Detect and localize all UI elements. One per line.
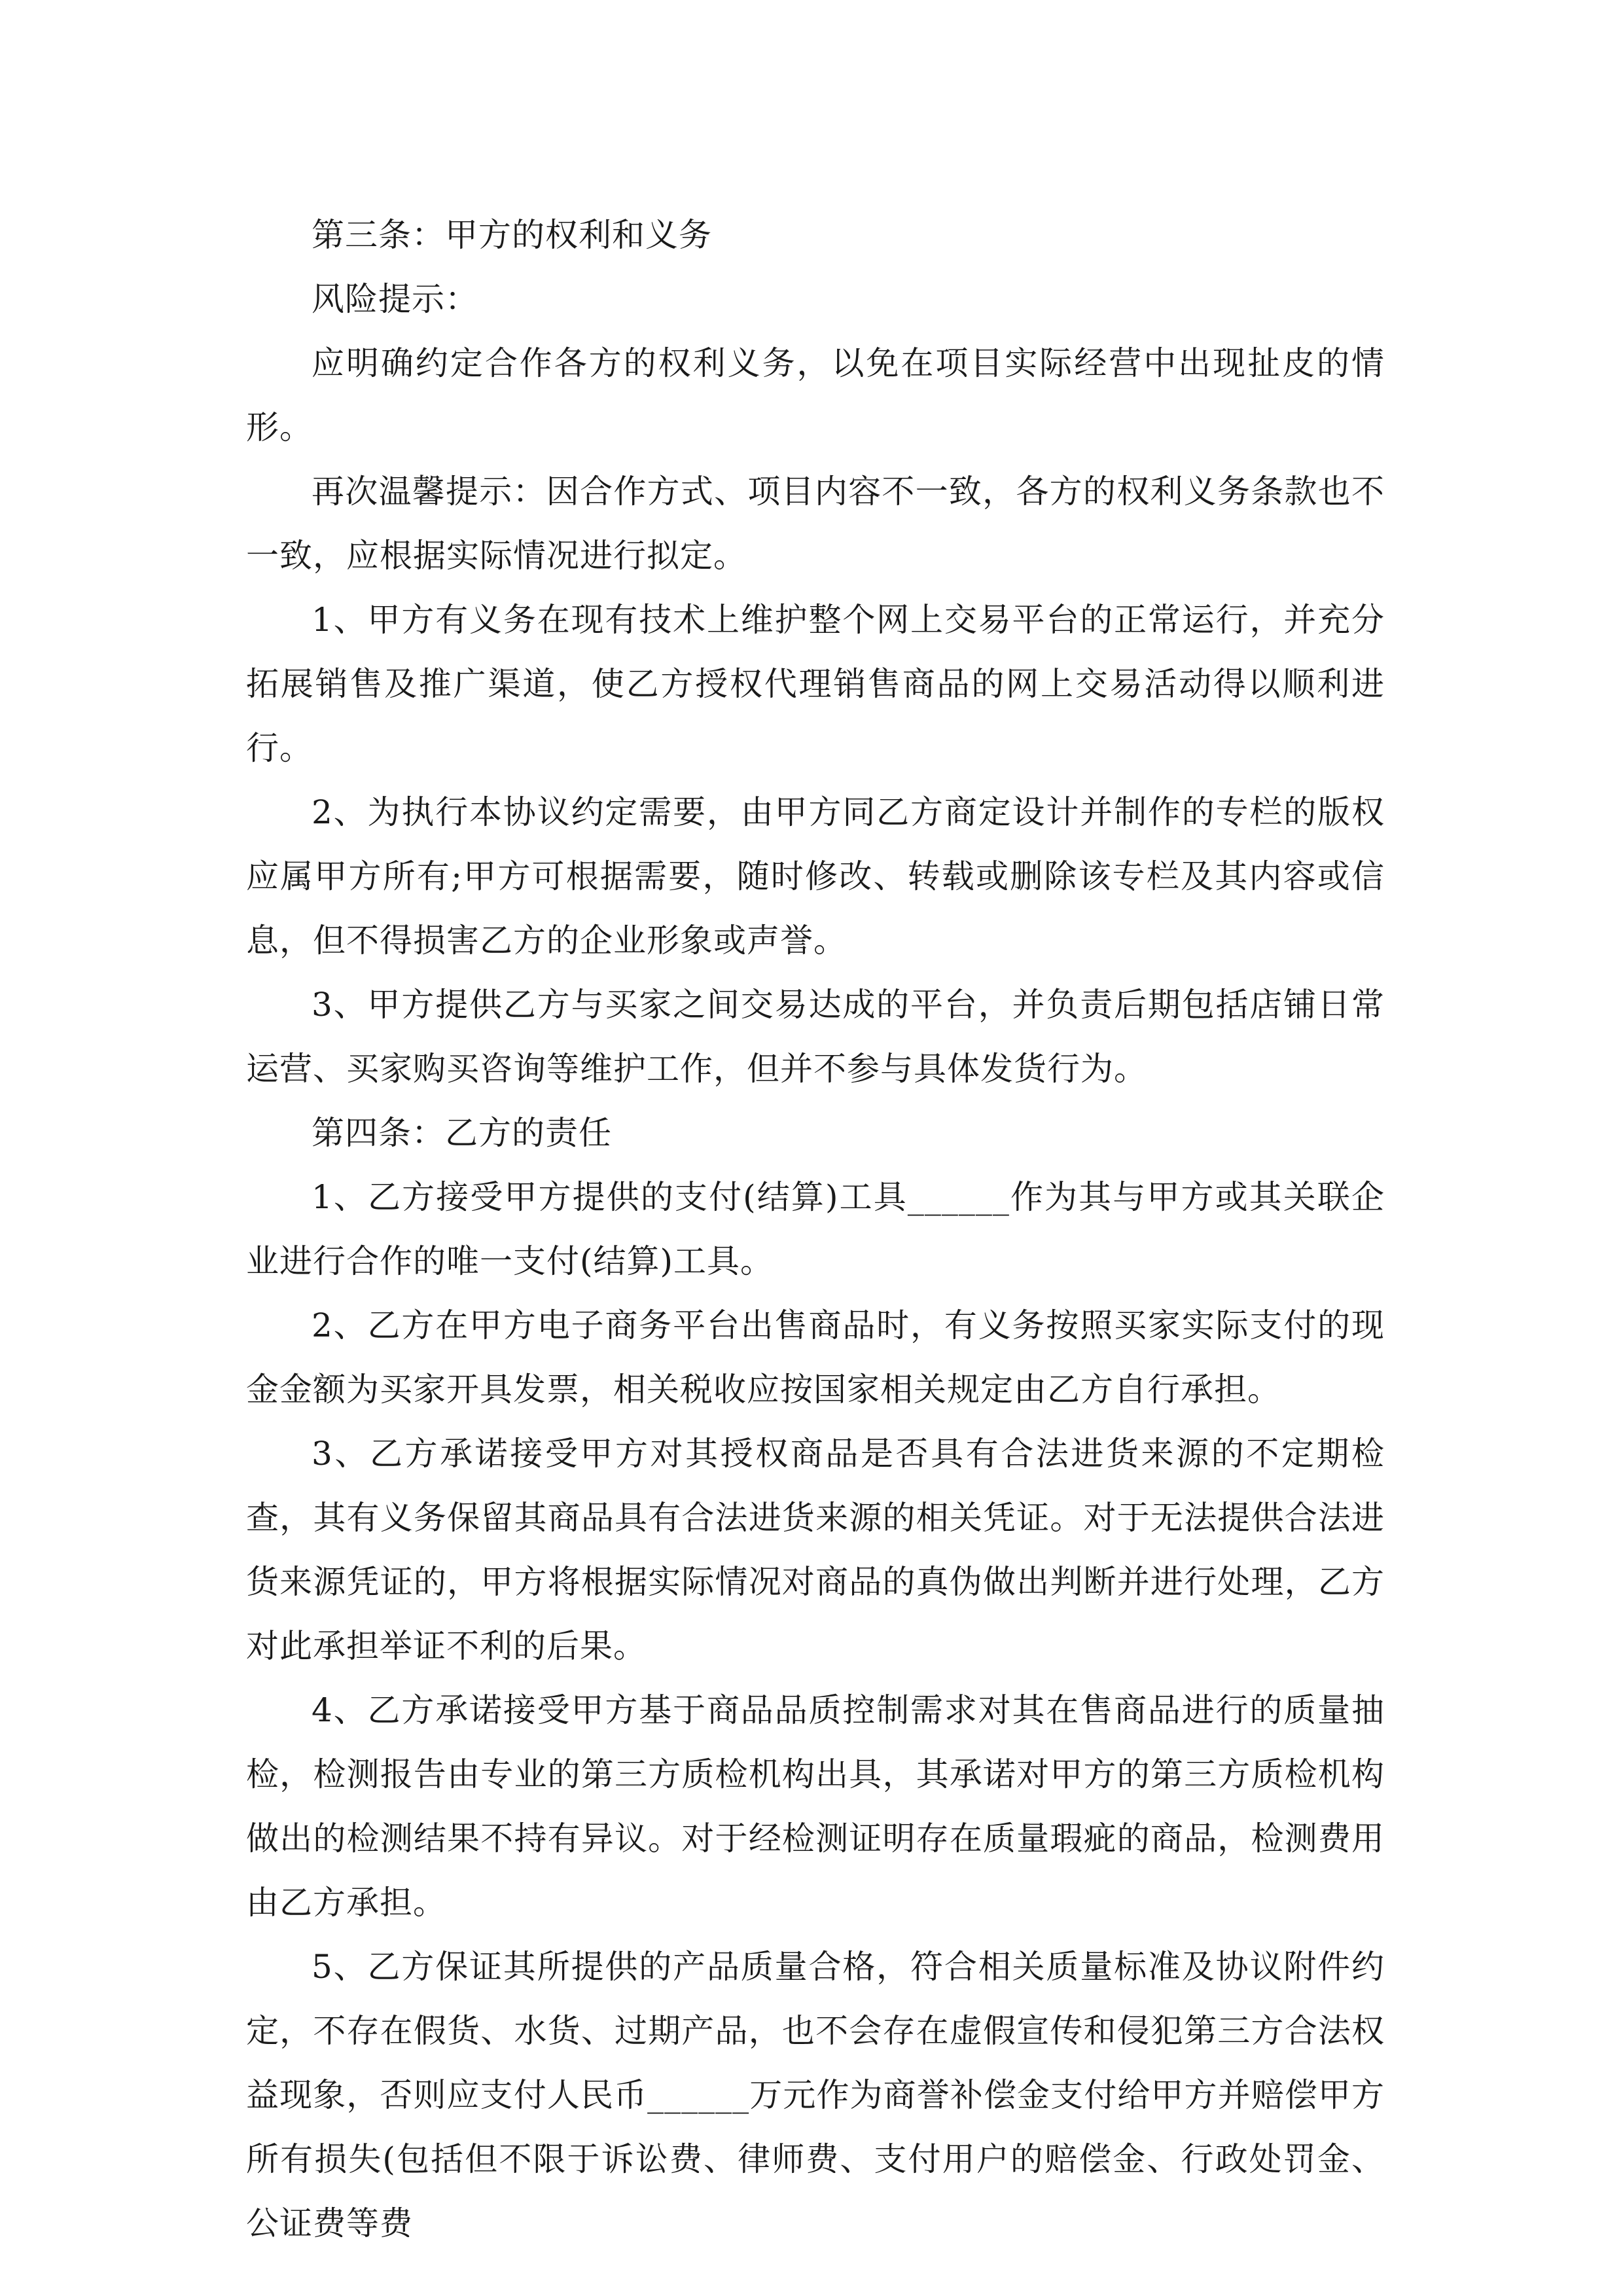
article-4-heading: 第四条：乙方的责任 (312, 1114, 612, 1152)
article-4-clause-1: 1、乙方接受甲方提供的支付(结算)工具______作为其与甲方或其关联企业进行合作的唯一支付(结算)工具。 (246, 1178, 1385, 1280)
risk-notice-label: 风险提示： (312, 280, 478, 318)
document-body (246, 203, 1385, 2255)
article-3-clause-2: 2、为执行本协议约定需要，由甲方同乙方商定设计并制作的专栏的版权应属甲方所有;甲方可根据需要，随时修改、转载或删除该专栏及其内容或信息，但不得损害乙方的企业形象或声誉。 (246, 793, 1385, 960)
article-4-clause-2: 2、乙方在甲方电子商务平台出售商品时，有义务按照买家实际支付的现金金额为买家开具发票，相关税收应按国家相关规定由乙方自行承担。 (246, 1306, 1385, 1408)
article-4-clause-3: 3、乙方承诺接受甲方对其授权商品是否具有合法进货来源的不定期检查，其有义务保留其商品具有合法进货来源的相关凭证。对于无法提供合法进货来源凭证的，甲方将根据实际情况对商品的真伪做出判断并进行处理，乙方对此承担举证不利的后果。 (246, 1435, 1385, 1665)
article-3-clause-3: 3、甲方提供乙方与买家之间交易达成的平台，并负责后期包括店铺日常运营、买家购买咨询等维护工作，但并不参与具体发货行为。 (246, 986, 1385, 1088)
article-4-clause-5: 5、乙方保证其所提供的产品质量合格，符合相关质量标准及协议附件约定，不存在假货、水货、过期产品，也不会存在虚假宣传和侵犯第三方合法权益现象，否则应支付人民币______万元作为商誉补偿金支付给甲方并赔偿甲方所有损失(包括但不限于诉讼费、律师费、支付用户的赔偿金、行政处罚金、公证费等费 (246, 1948, 1385, 2242)
article-3-heading: 第三条：甲方的权利和义务 (312, 216, 712, 254)
article-3-clause-1: 1、甲方有义务在现有技术上维护整个网上交易平台的正常运行，并充分拓展销售及推广渠道，使乙方授权代理销售商品的网上交易活动得以顺利进行。 (246, 601, 1385, 767)
reminder-text: 再次温馨提示：因合作方式、项目内容不一致，各方的权利义务条款也不一致，应根据实际情况进行拟定。 (246, 473, 1385, 575)
risk-notice-text: 应明确约定合作各方的权利义务，以免在项目实际经营中出现扯皮的情形。 (246, 344, 1385, 446)
article-4-clause-4: 4、乙方承诺接受甲方基于商品品质控制需求对其在售商品进行的质量抽检，检测报告由专业的第三方质检机构出具，其承诺对甲方的第三方质检机构做出的检测结果不持有异议。对于经检测证明存在质量瑕疵的商品，检测费用由乙方承担。 (246, 1691, 1385, 1922)
